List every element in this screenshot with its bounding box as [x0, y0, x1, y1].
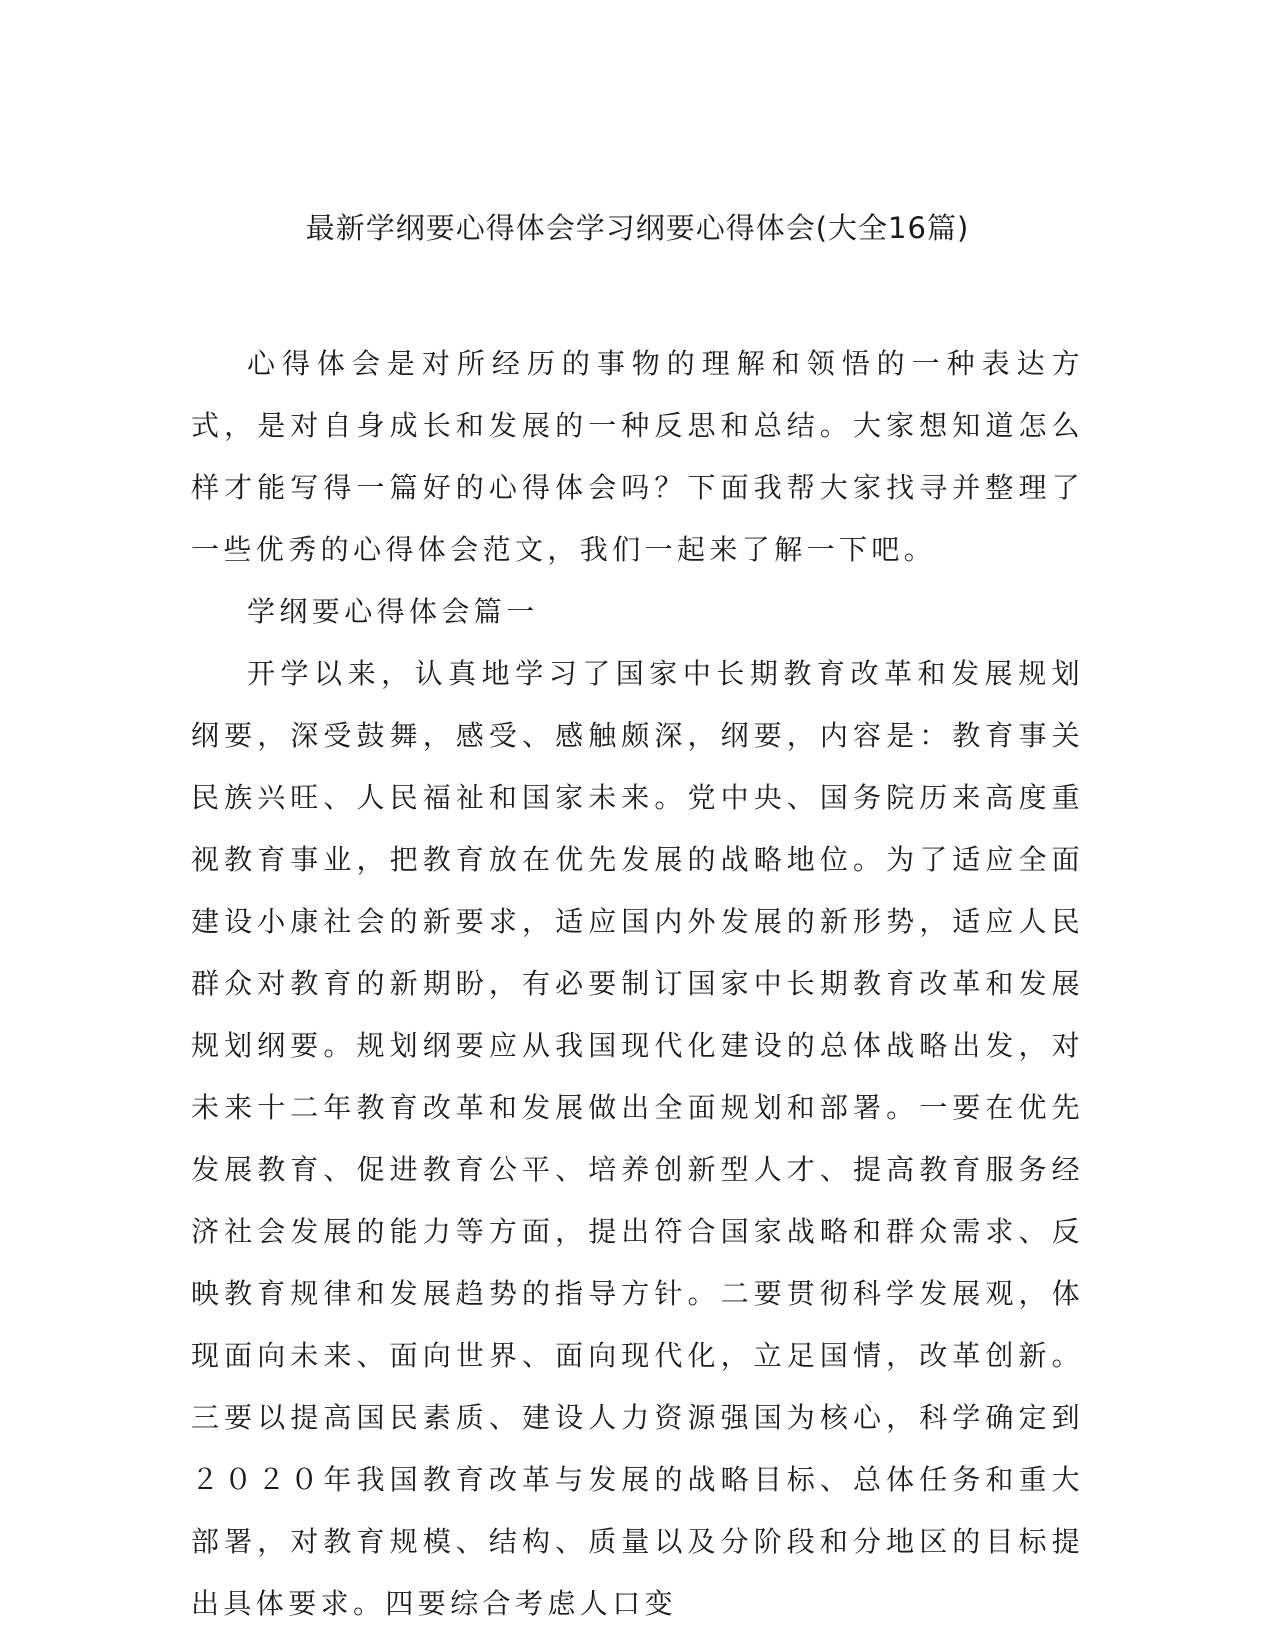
body-paragraph: 开学以来，认真地学习了国家中长期教育改革和发展规划纲要，深受鼓舞，感受、感触颇深，纲要，内容是：教育事关民族兴旺、人民福祉和国家未来。党中央、国务院历来高度重视教育事业，把教育放在优先发展的战略地位。为了适应全面建设小康社会的新要求，适应国内外发展的新形势，适应人民群众对教育的新期盼，有必要制订国家中长期教育改革和发展规划纲要。规划纲要应从我国现代化建设的总体战略出发，对未来十二年教育改革和发展做出全面规划和部署。一要在优先发展教育、促进教育公平、培养创新型人才、提高教育服务经济社会发展的能力等方面，提出符合国家战略和群众需求、反映教育规律和发展趋势的指导方针。二要贯彻科学发展观，体现面向未来、面向世界、面向现代化，立足国情，改革创新。三要以提高国民素质、建设人力资源强国为核心，科学确定到２０２０年我国教育改革与发展的战略目标、总体任务和重大部署，对教育规模、结构、质量以及分阶段和分地区的目标提出具体要求。四要综合考虑人口变: [191, 657, 1084, 1620]
section-heading: 学纲要心得体会篇一: [247, 595, 539, 628]
document-body: [191, 333, 1084, 1635]
document-title: 最新学纲要心得体会学习纲要心得体会(大全16篇): [305, 211, 970, 245]
intro-paragraph: 心得体会是对所经历的事物的理解和领悟的一种表达方式，是对自身成长和发展的一种反思和总结。大家想知道怎么样才能写得一篇好的心得体会吗？下面我帮大家找寻并整理了一些优秀的心得体会范文，我们一起来了解一下吧。: [191, 347, 1084, 566]
